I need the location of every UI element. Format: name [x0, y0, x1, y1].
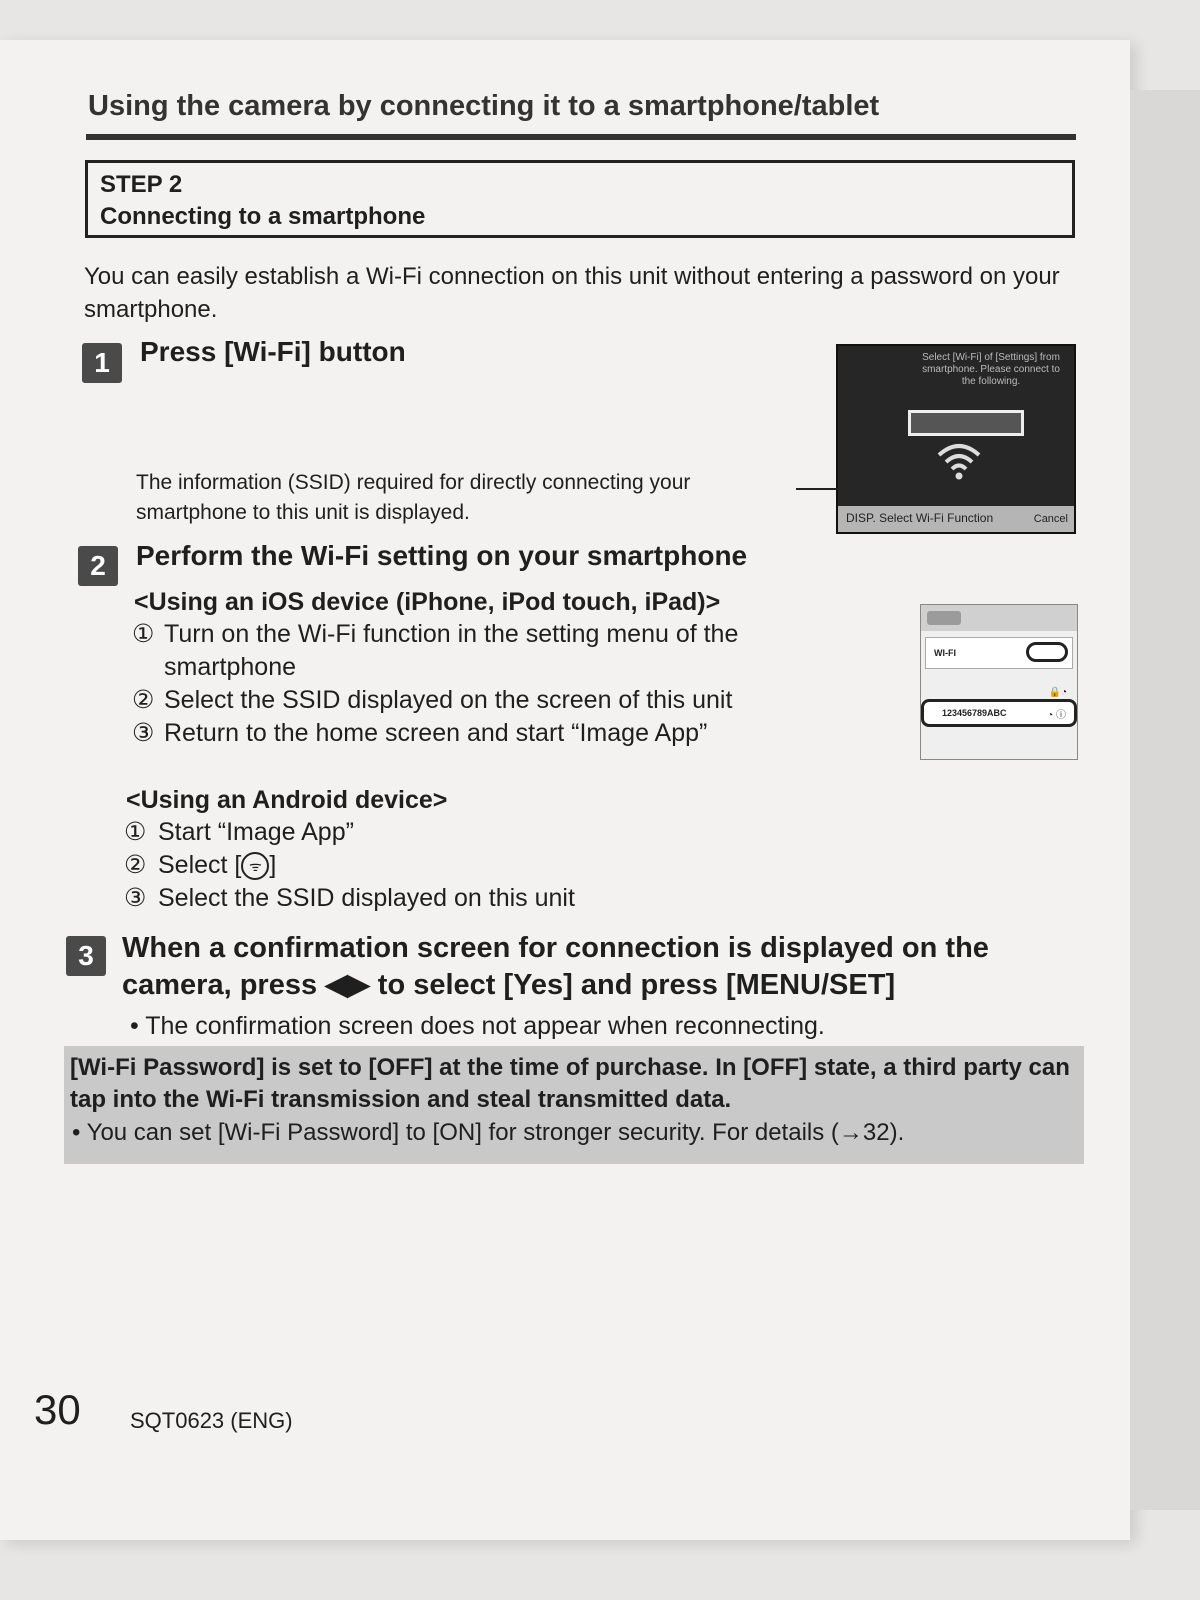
camera-screen-message: Select [Wi-Fi] of [Settings] from smartphone. Please connect to the following. — [922, 352, 1060, 387]
phone-settings-illustration — [920, 604, 1078, 760]
disp-select-label: DISP. Select Wi-Fi Function — [846, 511, 994, 525]
header-rule — [86, 134, 1076, 140]
list-marker: ① — [124, 818, 147, 846]
step-1-title: Press [Wi-Fi] button — [140, 336, 406, 367]
ios-heading: <Using an iOS device (iPhone, iPod touch, iPad)> — [134, 588, 721, 616]
list-marker: ③ — [132, 719, 155, 747]
list-text: Return to the home screen and start “Image App” — [164, 719, 708, 747]
camera-screen-bottom-bar — [838, 506, 1074, 532]
step-3-title: When a confirmation screen for connection is displayed on the camera, press ◀▶ to select [Yes] and press [MENU/SET] — [122, 932, 989, 1001]
list-text: Select the SSID displayed on this unit — [158, 884, 575, 912]
list-marker: ② — [132, 686, 155, 714]
callout-line — [796, 488, 838, 490]
back-button-illustration — [927, 611, 961, 625]
step-label: STEP 2 — [100, 171, 183, 198]
ssid-row — [921, 699, 1077, 727]
ssid-field-illustration — [908, 410, 1024, 436]
step-1-callout: The information (SSID) required for directly connecting your smartphone to this unit is displayed. — [136, 471, 691, 524]
wifi-toggle-row — [925, 637, 1073, 669]
next-page-edge — [1130, 90, 1200, 1510]
cancel-label: Cancel — [1033, 513, 1068, 525]
list-item — [124, 816, 824, 849]
list-text: Turn on the Wi-Fi function in the setting menu of the — [164, 620, 739, 648]
list-item — [124, 849, 824, 882]
warning-text: [Wi-Fi Password] is set to [OFF] at the time of purchase. In [OFF] state, a third party can tap into the Wi-Fi transmission and steal transmitted data. — [70, 1054, 1070, 1113]
list-item — [132, 717, 832, 750]
list-text: Start “Image App” — [158, 818, 354, 846]
list-item — [132, 684, 832, 717]
wifi-label: WI-FI — [934, 648, 956, 658]
list-text: Select [ ᯤ ] — [158, 851, 277, 879]
step-2-title: Perform the Wi-Fi setting on your smartphone — [136, 540, 748, 571]
toggle-switch-icon — [1026, 642, 1068, 662]
wifi-icon — [936, 441, 982, 491]
document-code: SQT0623 (ENG) — [130, 1408, 293, 1433]
wifi-info-icon: ◔ ⓘ — [1047, 710, 1066, 721]
step-3-number: 3 — [66, 936, 106, 976]
list-item-continuation: smartphone — [164, 653, 297, 681]
android-steps-list — [124, 816, 824, 915]
network-signal-icon: 🔒◔ — [1048, 687, 1067, 698]
camera-screen-illustration — [836, 344, 1076, 534]
list-text: Select the SSID displayed on the screen of this unit — [164, 686, 733, 714]
intro-paragraph: You can easily establish a Wi-Fi connection on this unit without entering a password on your smartphone. — [84, 263, 1060, 323]
list-marker: ① — [132, 620, 155, 648]
list-marker: ③ — [124, 884, 147, 912]
list-marker: ② — [124, 851, 147, 879]
page-number: 30 — [34, 1386, 81, 1433]
step-title: Connecting to a smartphone — [100, 203, 426, 230]
list-item — [124, 882, 824, 915]
list-item — [132, 618, 832, 651]
ssid-text: 123456789ABC — [942, 708, 1007, 718]
step-1-number: 1 — [82, 343, 122, 383]
step-3-note: • The confirmation screen does not appear when reconnecting. — [130, 1012, 825, 1040]
section-header-title: Using the camera by connecting it to a smartphone/tablet — [88, 90, 880, 122]
wifi-circle-icon: ᯤ — [241, 852, 269, 880]
phone-nav-bar — [921, 605, 1077, 631]
ios-steps-list — [132, 618, 832, 750]
android-heading: <Using an Android device> — [126, 786, 448, 814]
warning-note: • You can set [Wi-Fi Password] to [ON] for stronger security. For details (→32). — [72, 1119, 905, 1146]
step-2-number: 2 — [78, 546, 118, 586]
